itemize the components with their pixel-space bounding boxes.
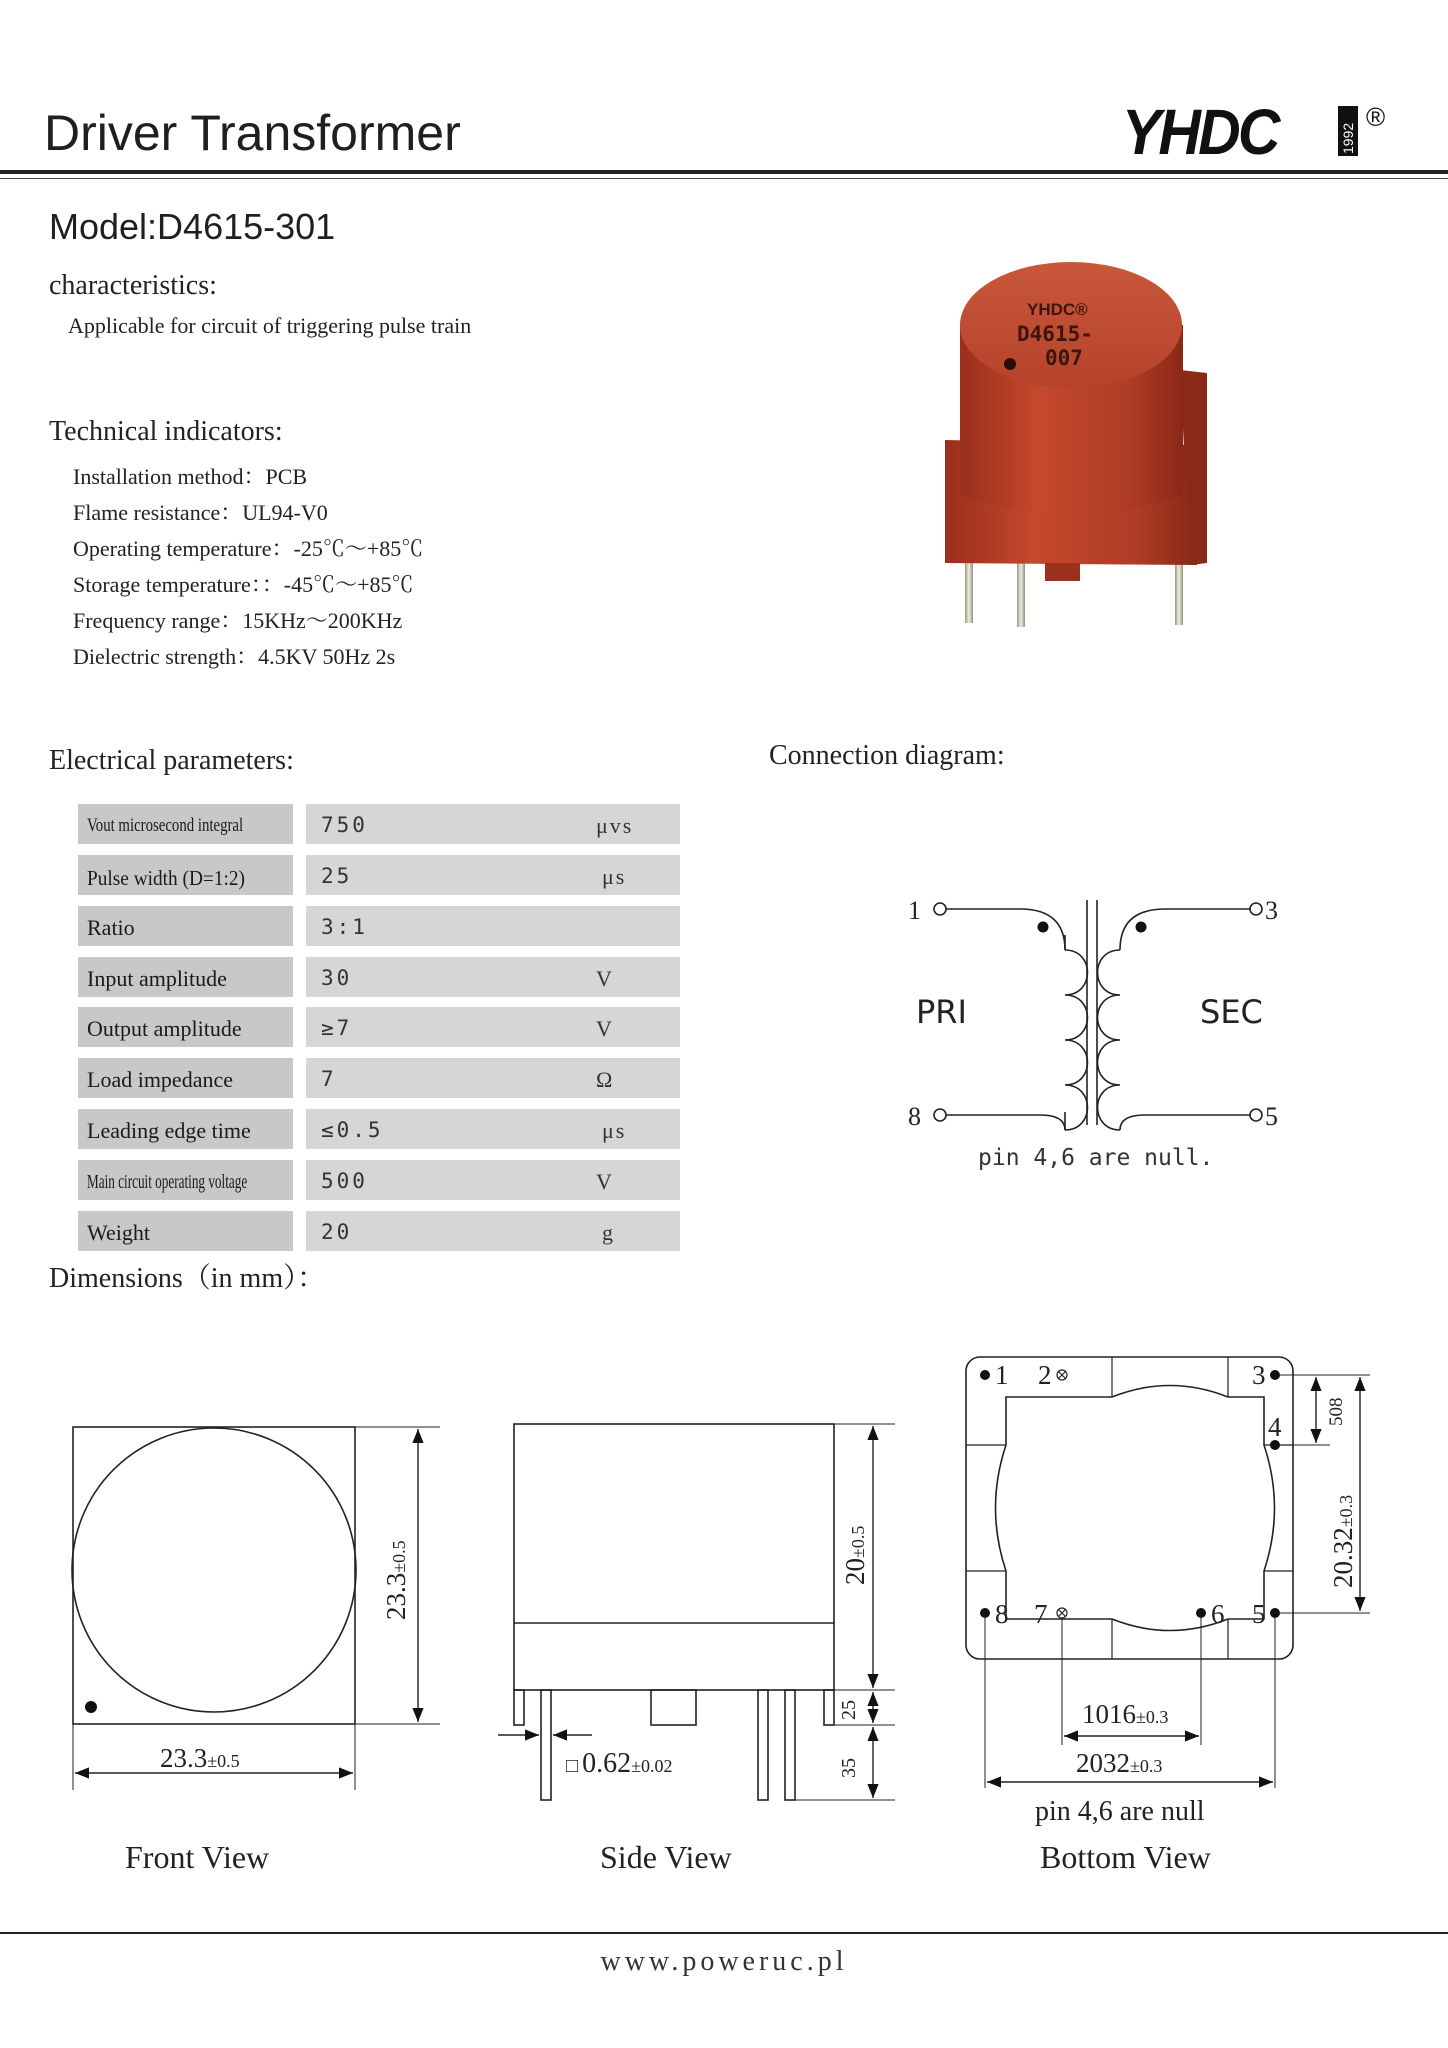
- param-name-cell: [78, 855, 293, 895]
- param-value: 3:1: [321, 915, 368, 939]
- side-view-label: Side View: [600, 1839, 732, 1875]
- pin-5-label: 5: [1265, 1102, 1278, 1131]
- bottom-dim-508: 508: [1326, 1397, 1347, 1426]
- pin-3-label: 3: [1265, 896, 1278, 925]
- param-value: 25: [321, 864, 353, 888]
- side-height-value: 20±0.5: [840, 1525, 870, 1585]
- bottom-pin-4: 4: [1268, 1412, 1282, 1442]
- bottom-pin-1: 1: [995, 1360, 1009, 1390]
- product-photo: [935, 245, 1235, 635]
- param-unit: μs: [602, 1118, 627, 1143]
- param-name-cell: [78, 1058, 293, 1098]
- yhdc-logo: [1120, 96, 1410, 166]
- param-value-cell: [306, 1058, 680, 1098]
- param-row-pulse-width: [78, 855, 680, 895]
- param-unit: V: [596, 1016, 614, 1041]
- param-value-cell: [306, 855, 680, 895]
- tech-frequency: Frequency range：15KHz～200KHz: [73, 608, 403, 633]
- pin-1-label: 1: [908, 896, 921, 925]
- bottom-pin-7: 7: [1034, 1599, 1048, 1629]
- side-dim-35: 35: [838, 1758, 860, 1778]
- registered-mark: ®: [1366, 102, 1386, 132]
- secondary-label: SEC: [1200, 993, 1263, 1031]
- pin-8-label: 8: [908, 1102, 921, 1131]
- param-value: 7: [321, 1067, 337, 1091]
- param-name-cell: [78, 1211, 293, 1251]
- param-row-weight: [78, 1211, 680, 1251]
- tech-dielectric: Dielectric strength：4.5KV 50Hz 2s: [73, 644, 396, 669]
- bottom-height-value: 20.32±0.3: [1328, 1494, 1358, 1588]
- photo-marking-line2: 007: [1045, 346, 1083, 370]
- bottom-spacing-value: 1016±0.3: [1082, 1699, 1169, 1729]
- param-name-cell: [78, 1109, 293, 1149]
- param-name-cell: [78, 804, 293, 844]
- param-name-cell: [78, 957, 293, 997]
- param-unit: μs: [602, 864, 627, 889]
- footer-url: www.poweruc.pl: [600, 1946, 848, 1977]
- side-dim-25: 25: [838, 1700, 860, 1720]
- param-name: Load impedance: [87, 1067, 233, 1092]
- param-value-cell: [306, 1109, 680, 1149]
- param-value: ≤0.5: [321, 1118, 384, 1142]
- param-unit: μvs: [596, 813, 634, 838]
- electrical-heading: Electrical parameters:: [49, 745, 294, 776]
- param-value-cell: [306, 1160, 680, 1200]
- primary-label: PRI: [916, 993, 967, 1031]
- front-view-label: Front View: [125, 1839, 270, 1875]
- side-view-drawing: [498, 1424, 895, 1800]
- tech-flame: Flame resistance：UL94-V0: [73, 500, 328, 525]
- param-value: 750: [321, 813, 368, 837]
- param-value-cell: [306, 1007, 680, 1047]
- technical-heading: Technical indicators:: [49, 416, 283, 447]
- param-name: Leading edge time: [87, 1118, 251, 1143]
- connection-diagram: [890, 880, 1310, 1180]
- param-value: 30: [321, 966, 353, 990]
- characteristics-text: Applicable for circuit of triggering pulse train: [68, 313, 472, 338]
- param-row-main-voltage: [78, 1160, 680, 1200]
- param-value-cell: [306, 906, 680, 946]
- model-number: Model:D4615-301: [49, 206, 336, 247]
- logo-text: YHDC: [1121, 96, 1278, 166]
- logo-year: 1992: [1340, 122, 1356, 154]
- header-rule: [0, 170, 1448, 174]
- param-name-cell: [78, 1007, 293, 1047]
- bottom-pin-2: 2: [1038, 1360, 1052, 1390]
- tech-operating-temp: Operating temperature：-25℃～+85℃: [73, 536, 424, 561]
- param-unit: V: [596, 966, 614, 991]
- photo-marking-logo: YHDC®: [1027, 300, 1088, 319]
- param-name: Ratio: [87, 915, 135, 940]
- bottom-null-note: pin 4,6 are null: [1035, 1796, 1205, 1827]
- param-value-cell: [306, 1211, 680, 1251]
- param-name: Weight: [87, 1220, 150, 1245]
- header-rule-thin: [0, 178, 1448, 179]
- bottom-view-label: Bottom View: [1040, 1839, 1211, 1875]
- tech-storage-temp: Storage temperature：：-45℃～+85℃: [73, 572, 414, 597]
- characteristics-heading: characteristics:: [49, 270, 217, 301]
- param-unit: g: [602, 1220, 615, 1245]
- param-value: 20: [321, 1220, 353, 1244]
- param-name: Input amplitude: [87, 966, 227, 991]
- param-value: ≥7: [321, 1016, 353, 1040]
- param-name: Output amplitude: [87, 1016, 242, 1041]
- bottom-pin-6: 6: [1211, 1599, 1225, 1629]
- tech-installation: Installation method：PCB: [73, 464, 308, 489]
- bottom-pin-5: 5: [1252, 1599, 1266, 1629]
- photo-marking-line1: D4615-: [1017, 322, 1093, 346]
- param-row-output-amplitude: [78, 1007, 680, 1047]
- param-name-cell: [78, 906, 293, 946]
- param-value: 500: [321, 1169, 368, 1193]
- param-name: Pulse width (D=1:2): [87, 866, 245, 890]
- param-row-vout-integral: [78, 804, 680, 844]
- param-value-cell: [306, 957, 680, 997]
- param-row-load-impedance: [78, 1058, 680, 1098]
- bottom-pin-3: 3: [1252, 1360, 1266, 1390]
- dimensions-heading: Dimensions（in mm）：: [49, 1263, 326, 1294]
- param-value-cell: [306, 804, 680, 844]
- param-row-leading-edge: [78, 1109, 680, 1149]
- dimension-drawings: [0, 1330, 1448, 1890]
- bottom-width-value: 2032±0.3: [1076, 1748, 1163, 1778]
- param-name: Main circuit operating voltage: [87, 1171, 248, 1193]
- front-width-value: 23.3±0.5: [160, 1743, 240, 1773]
- param-row-input-amplitude: [78, 957, 680, 997]
- connection-note: pin 4,6 are null.: [978, 1145, 1214, 1171]
- param-unit: V: [596, 1169, 614, 1194]
- document-title: Driver Transformer: [44, 105, 461, 161]
- bottom-pin-8: 8: [995, 1599, 1009, 1629]
- connection-heading: Connection diagram:: [769, 740, 1005, 771]
- front-height-value: 23.3±0.5: [381, 1540, 411, 1620]
- param-name-cell: [78, 1160, 293, 1200]
- footer-rule: [0, 1932, 1448, 1934]
- param-unit: Ω: [596, 1067, 615, 1092]
- param-row-ratio: [78, 906, 680, 946]
- param-name: Vout microsecond integral: [87, 815, 244, 836]
- side-pin-size: □ 0.62±0.02: [566, 1748, 673, 1779]
